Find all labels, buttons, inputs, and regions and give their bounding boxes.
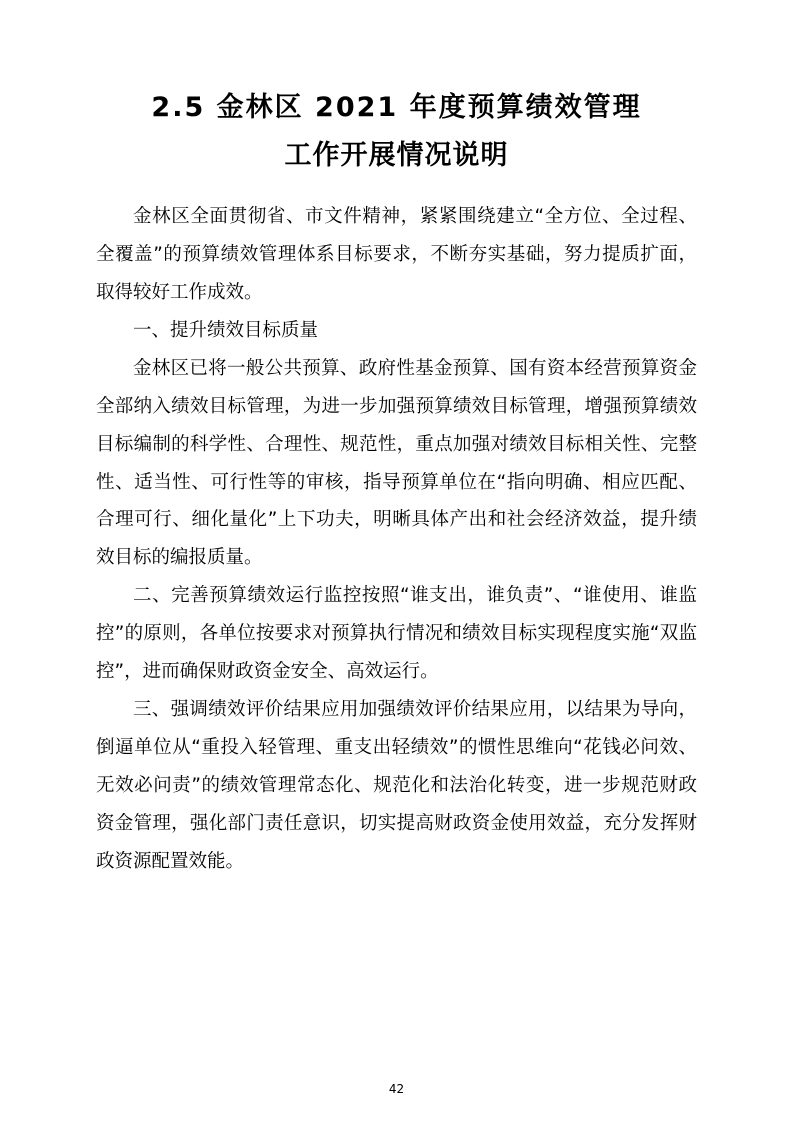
paragraph-section-2: 二、完善预算绩效运行监控按照“谁支出，谁负责”、“谁使用、谁监控”的原则，各单位按要求对预算执行情况和绩效目标实现程度实施“双监控”，进而确保财政资金安全、高效运行。 [96,585,697,683]
paragraph-intro: 金林区全面贯彻省、市文件精神，紧紧围绕建立“全方位、全过程、全覆盖”的预算绩效管理体系目标要求，不断夯实基础，努力提质扩面，取得较好工作成效。 [96,206,697,303]
paragraph-section-3: 三、强调绩效评价结果应用加强绩效评价结果应用，以结果为导向，倒逼单位从“重投入轻管理、重支出轻绩效”的惯性思维向“花钱必问效、无效必问责”的绩效管理常态化、规范化和法治化转变，进一步规范财政资金管理，强化部门责任意识，切实提高财政资金使用效益，充分发挥财政资源配置效能。 [96,699,697,872]
paragraph-section-1: 金林区已将一般公共预算、政府性基金预算、国有资本经营预算资金全部纳入绩效目标管理，为进一步加强预算绩效目标管理，增强预算绩效目标编制的科学性、合理性、规范性，重点加强对绩效目标相关性、完整性、适当性、可行性等的审核，指导预算单位在“指向明确、相应匹配、合理可行、细化量化”上下功夫，明晰具体产出和社会经济效益，提升绩效目标的编报质量。 [96,357,697,569]
page-number: 42 [388,1082,405,1096]
title-line-1: 2.5 金林区 2021 年度预算绩效管理 [151,92,642,123]
paragraph-heading-1: 一、提升绩效目标质量 [133,319,319,341]
page-content [96,84,697,881]
document-title [96,84,697,180]
title-line-2: 工作开展情况说明 [284,140,509,172]
